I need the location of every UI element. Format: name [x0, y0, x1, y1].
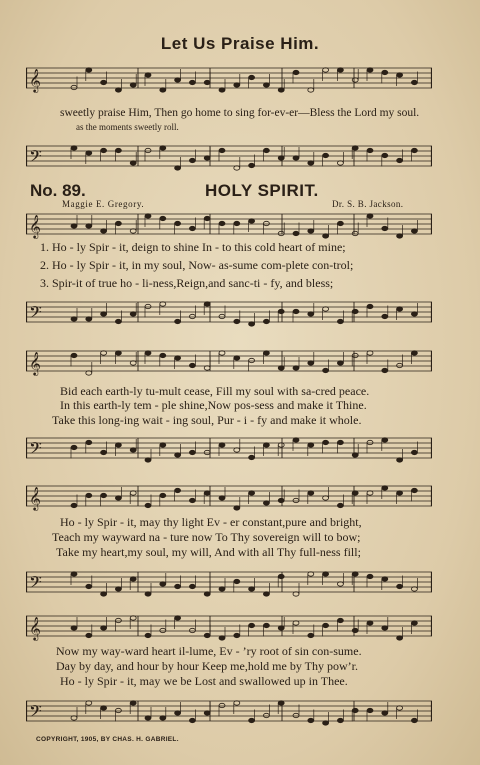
svg-text:𝄢: 𝄢 [29, 302, 42, 326]
svg-text:𝄢: 𝄢 [29, 572, 42, 596]
svg-text:𝄢: 𝄢 [29, 146, 42, 170]
lyric-line-small: as the moments sweetly roll. [76, 122, 179, 132]
music-staff [26, 566, 432, 596]
verse-line: Ho - ly Spir - it, may thy light Ev - er constant,pure and bright, [60, 515, 362, 529]
music-staff [26, 208, 432, 238]
svg-text:𝄢: 𝄢 [29, 701, 42, 725]
verse-line: Take my heart,my soul, my will, And with all Thy full-ness fill; [56, 545, 361, 559]
svg-text:𝄞: 𝄞 [29, 616, 41, 640]
verse-line: Take this long-ing wait - ing soul, Pur - i - fy and make it whole. [52, 413, 362, 427]
music-staff [26, 140, 432, 170]
svg-text:𝄞: 𝄞 [29, 351, 41, 375]
hymn-title: HOLY SPIRIT. [205, 181, 319, 200]
hymn-composer: Dr. S. B. Jackson. [332, 199, 404, 209]
verse-line: Ho - ly Spir - it, may we be Lost and swallowed up in Thee. [60, 674, 348, 688]
verse-line: Day by day, and hour by hour Keep me,hold me by Thy pow’r. [56, 659, 358, 673]
verse-line: 2. Ho - ly Spir - it, in my soul, Now- as-sume com-plete con-trol; [40, 258, 354, 272]
music-staff [26, 480, 432, 510]
verse-line: 1. Ho - ly Spir - it, deign to shine In - to this cold heart of mine; [40, 240, 346, 254]
hymn-author: Maggie E. Gregory. [62, 199, 145, 209]
music-staff [26, 296, 432, 326]
music-staff [26, 345, 432, 375]
song-title: Let Us Praise Him. [160, 34, 320, 53]
svg-text:𝄞: 𝄞 [29, 214, 41, 238]
music-staff [26, 432, 432, 462]
copyright-notice: COPYRIGHT, 1905, BY CHAS. H. GABRIEL. [36, 736, 179, 743]
verse-line: Teach my wayward na - ture now To Thy sovereign will to bow; [52, 530, 361, 544]
svg-text:𝄞: 𝄞 [29, 486, 41, 510]
lyric-line: sweetly praise Him, Then go home to sing for-ev-er—Bless the Lord my soul. [60, 107, 420, 119]
verse-line: In this earth-ly tem - ple shine,Now pos-sess and make it Thine. [60, 398, 367, 412]
music-staff [26, 62, 432, 92]
music-staff [26, 610, 432, 640]
svg-text:𝄢: 𝄢 [29, 438, 42, 462]
verse-line: Bid each earth-ly tu-mult cease, Fill my soul with sa-cred peace. [60, 384, 370, 398]
verse-line: Now my way-ward heart il-lume, Ev - ’ry root of sin con-sume. [56, 644, 362, 658]
hymn-number: No. 89. [30, 181, 86, 200]
verse-line: 3. Spir-it of true ho - li-ness,Reign,and sanc-ti - fy, and bless; [40, 276, 334, 290]
svg-text:𝄞: 𝄞 [29, 68, 41, 92]
music-staff [26, 695, 432, 725]
